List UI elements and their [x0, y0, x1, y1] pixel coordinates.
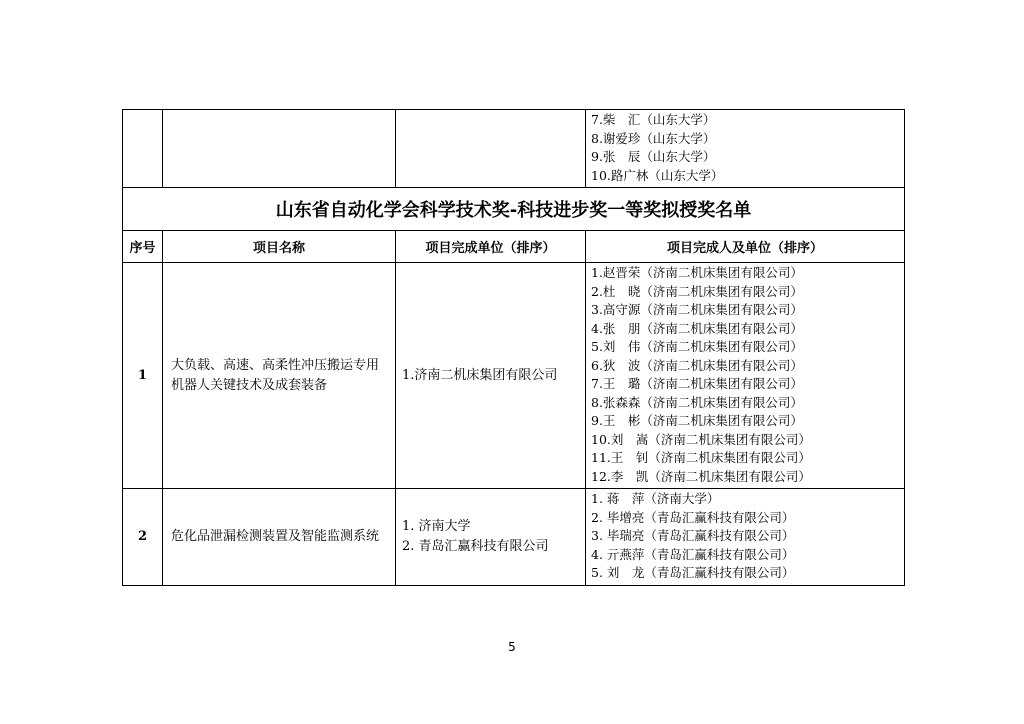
person-entry: 1. 蒋 萍（济南大学） — [591, 491, 720, 506]
person-entry: 5. 刘 龙（青岛汇赢科技有限公司） — [591, 565, 795, 580]
project-units — [396, 489, 586, 586]
project-seq: 1 — [123, 263, 163, 489]
unit-entry: 1. 济南大学 — [402, 518, 471, 534]
person-entry: 1.赵晋荣（济南二机床集团有限公司） — [591, 265, 803, 280]
person-entry: 8.谢爱珍（山东大学） — [591, 130, 716, 146]
continued-units-cell — [396, 110, 586, 188]
project-units — [396, 263, 586, 489]
header-units: 项目完成单位（排序） — [396, 231, 586, 263]
project-row-1 — [123, 263, 905, 489]
header-row — [123, 231, 905, 263]
person-entry: 10.刘 嵩（济南二机床集团有限公司） — [591, 431, 811, 447]
section-title: 山东省自动化学会科学技术奖-科技进步奖一等奖拟授奖名单 — [123, 188, 905, 231]
person-entry: 11.王 钊（济南二机床集团有限公司） — [591, 450, 811, 465]
header-project: 项目名称 — [163, 231, 396, 263]
project-seq: 2 — [123, 489, 163, 586]
continued-row — [123, 110, 905, 188]
person-entry: 2.杜 晓（济南二机床集团有限公司） — [591, 283, 803, 299]
person-entry: 6.狄 波（济南二机床集团有限公司） — [591, 357, 803, 373]
person-entry: 2. 毕增亮（青岛汇赢科技有限公司） — [591, 509, 795, 525]
project-name: 大负载、高速、高柔性冲压搬运专用机器人关键技术及成套装备 — [163, 263, 396, 489]
project-persons — [586, 489, 905, 586]
person-entry: 4.张 朋（济南二机床集团有限公司） — [591, 320, 803, 336]
person-entry: 9.张 辰（山东大学） — [591, 149, 716, 164]
project-persons — [586, 263, 905, 489]
project-row-2 — [123, 489, 905, 586]
header-seq: 序号 — [123, 231, 163, 263]
person-entry: 3. 毕瑞亮（青岛汇赢科技有限公司） — [591, 528, 795, 543]
unit-entry: 1.济南二机床集团有限公司 — [402, 367, 558, 383]
continued-seq-cell — [123, 110, 163, 188]
person-entry: 5.刘 伟（济南二机床集团有限公司） — [591, 339, 803, 354]
person-entry: 3.高守源（济南二机床集团有限公司） — [591, 302, 803, 317]
section-title-row — [123, 188, 905, 231]
person-entry: 9.王 彬（济南二机床集团有限公司） — [591, 413, 803, 428]
person-entry: 8.张森森（济南二机床集团有限公司） — [591, 394, 803, 410]
award-table — [122, 109, 905, 586]
continued-persons-cell — [586, 110, 905, 188]
person-entry: 12.李 凯（济南二机床集团有限公司） — [591, 468, 811, 484]
page-number: 5 — [508, 640, 516, 654]
unit-entry: 2. 青岛汇赢科技有限公司 — [402, 538, 549, 554]
continued-project-cell — [163, 110, 396, 188]
project-name: 危化品泄漏检测装置及智能监测系统 — [163, 489, 396, 586]
header-persons: 项目完成人及单位（排序） — [586, 231, 905, 263]
person-entry: 7.王 璐（济南二机床集团有限公司） — [591, 376, 803, 391]
person-entry: 10.路广林（山东大学） — [591, 167, 724, 183]
person-entry: 4. 亓燕萍（青岛汇赢科技有限公司） — [591, 546, 795, 562]
person-entry: 7.柴 汇（山东大学） — [591, 112, 716, 127]
